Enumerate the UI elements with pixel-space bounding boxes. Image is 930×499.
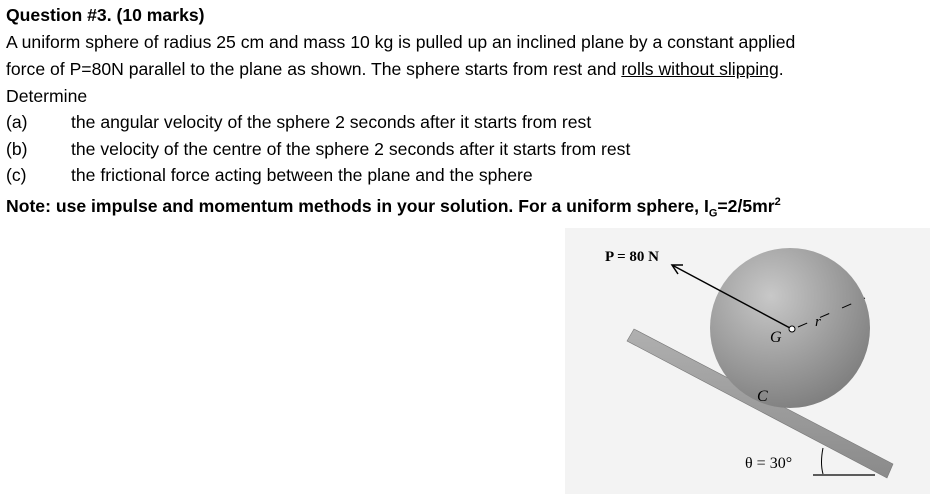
inclined-plane-figure	[565, 228, 930, 494]
part-label: (c)	[6, 165, 27, 185]
period: .	[778, 59, 784, 79]
question-title: Question #3. (10 marks)	[6, 5, 205, 25]
force-label: P = 80 N	[605, 249, 659, 265]
angle-label: θ = 30°	[745, 455, 793, 472]
note	[6, 192, 781, 223]
part-text: the velocity of the centre of the sphere 2 seconds after it starts from rest	[71, 139, 631, 159]
figure-svg	[565, 228, 930, 494]
radius-label: r	[815, 314, 821, 330]
note-sub: G	[708, 207, 718, 220]
part-text: the frictional force acting between the plane and the sphere	[71, 165, 533, 185]
determine-label: Determine	[6, 86, 88, 106]
angle-arc	[822, 448, 824, 474]
intro-line-1: A uniform sphere of radius 25 cm and mass 10 kg is pulled up an inclined plane by a constant applied	[6, 32, 796, 52]
center-label: G	[770, 329, 782, 346]
part-text: the angular velocity of the sphere 2 seconds after it starts from rest	[71, 112, 592, 132]
contact-label: C	[757, 388, 768, 405]
part-label: (b)	[6, 139, 28, 159]
note-sup: 2	[774, 196, 781, 208]
rolls-without-slipping: rolls without slipping	[621, 59, 779, 79]
part-label: (a)	[6, 112, 28, 132]
intro-line-2-text: force of P=80N parallel to the plane as shown. The sphere starts from rest and	[6, 59, 622, 79]
note-mid: =2/5mr	[717, 195, 775, 216]
intro-line-2	[6, 59, 784, 79]
note-text: Note: use impulse and momentum methods in your solution. For a uniform sphere, I	[6, 195, 709, 216]
center-point	[789, 326, 795, 332]
